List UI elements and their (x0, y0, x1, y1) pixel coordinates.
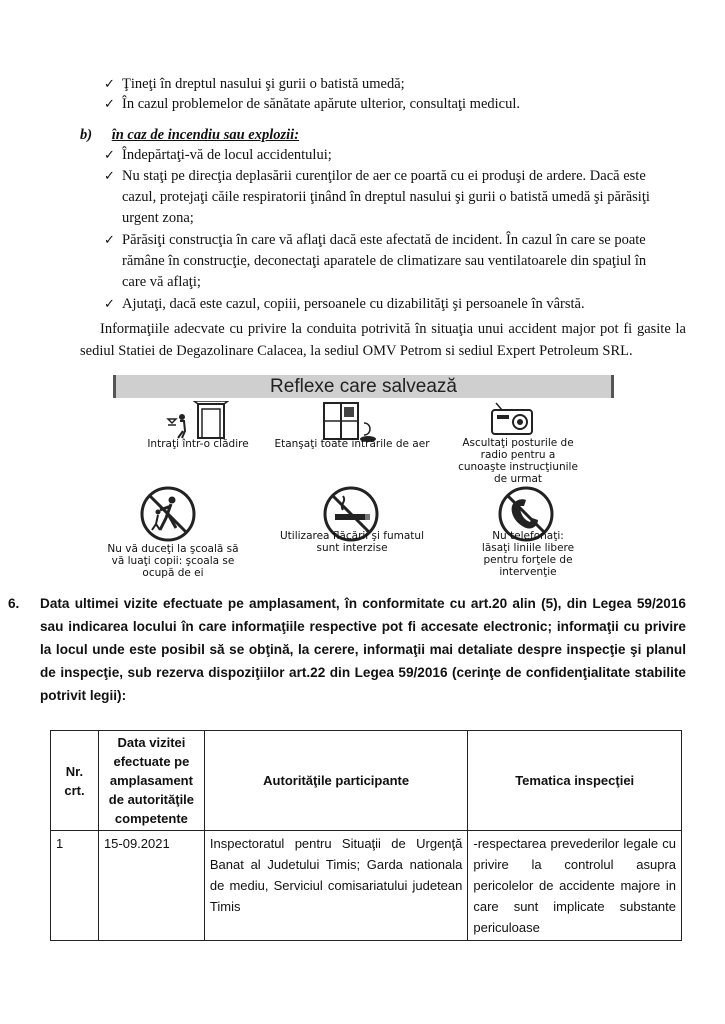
bullet-item: ✓ În cazul problemelor de sănătate apărute ulterior, consultaţi medicul. (104, 96, 521, 112)
info-paragraph: Informaţiile adecvate cu privire la conduita potrivită în situaţia unui accident major pot fi gasite la sediul Statiei de Degazolinare Calacea, la sediul OMV Petrom si sediul Expert Petroleum SRL. (80, 321, 686, 359)
bullet-item: ✓ Ajutaţi, dacă este cazul, copiii, persoanele cu dizabilităţi şi persoanele în vârstă. (104, 296, 585, 312)
caption-radio: Ascultaţi posturile de radio pentru a cunoaşte instrucţiunile de urmat (458, 437, 578, 485)
caption-school: Nu vă duceţi la şcoală să vă luaţi copii: şcoala se ocupă de ei (107, 543, 239, 579)
cell-nr: 1 (51, 831, 99, 941)
bullet-continuation: rămâne în construcţie, deconectaţi aparatele de climatizare sau ventilatoarele din spaţiul în (122, 253, 647, 269)
reflexe-banner (113, 375, 614, 398)
caption-seal-air: Etanşaţi toate intrările de aer (274, 438, 430, 450)
section-6-text: Data ultimei vizite efectuate pe amplasament, în conformitate cu art.20 alin (5), din Legea 59/2016 sau indicarea locului în care informaţiile respective pot fi accesate electronic; informaţii cu privire la locul unde este posibil să se obţină, la cerere, informaţii mai detaliate despre inspecţie şi planul de inspecţie, sub rezerva dispoziţiilor art.22 din Legea 59/2016 (cerinţe de confidenţialitate stabilite potrivit legii): (40, 596, 686, 703)
header-authorities: Autorităţile participante (204, 731, 467, 831)
bullet-item: ✓ Părăsiţi construcţia în care vă aflaţi dacă este afectată de incident. În cazul în care se poate (104, 232, 646, 248)
table-row (51, 831, 682, 941)
bullet-item: ✓ Ţineţi în dreptul nasului şi gurii o batistă umedă; (104, 76, 405, 92)
bullet-item: ✓ Îndepărtaţi-vă de locul accidentului; (104, 147, 332, 163)
checkmark-icon: ✓ (104, 77, 115, 92)
cell-date: 15-09.2021 (98, 831, 204, 941)
table-header-row (51, 731, 682, 831)
caption-no-phone: Nu telefonaţi: lăsaţi liniile libere pentru forţele de intervenţie (481, 530, 575, 578)
bullet-item: ✓ Nu staţi pe direcţia deplasării curenţilor de aer ce poartă cu ei produşi de ardere. Dacă este (104, 168, 646, 184)
section-number: 6. (8, 596, 20, 611)
no-school-pickup-icon (138, 484, 198, 544)
bullet-continuation: cazul, protejaţi căile respiratorii ţinând în dreptul nasului şi gurii o batistă umedă şi părăsiţi (122, 189, 650, 205)
bullet-continuation: urgent zona; (122, 210, 194, 226)
reflexe-title: Reflexe care salvează (270, 376, 457, 397)
checkmark-icon: ✓ (104, 297, 115, 312)
bullet-continuation: care vă aflaţi; (122, 274, 201, 290)
checkmark-icon: ✓ (104, 148, 115, 163)
checkmark-icon: ✓ (104, 169, 115, 184)
header-date: Data vizitei efectuate pe amplasament de autorităţile competente (98, 731, 204, 831)
checkmark-icon: ✓ (104, 97, 115, 112)
subsection-heading: b) în caz de incendiu sau explozii: (80, 127, 300, 143)
cell-topic: -respectarea prevederilor legale cu privire la controlul asupra pericolelor de accidente majore in care sunt implicate substante periculoase (468, 831, 682, 941)
radio-icon (488, 402, 538, 438)
seal-windows-icon (320, 401, 380, 443)
cell-authorities: Inspectoratul pentru Situaţii de Urgenţă Banat al Judetului Timis; Garda nationala de mediu, Serviciul comisariatului judetean Timis (204, 831, 467, 941)
enter-building-icon (158, 401, 238, 441)
header-topic: Tematica inspecţiei (468, 731, 682, 831)
inspection-table (50, 730, 682, 941)
caption-no-smoking: Utilizarea flăcării şi fumatul sunt interzise (280, 530, 424, 554)
header-nr: Nr. crt. (51, 731, 99, 831)
caption-enter-building: Intraţi într-o clădire (147, 438, 249, 450)
checkmark-icon: ✓ (104, 233, 115, 248)
